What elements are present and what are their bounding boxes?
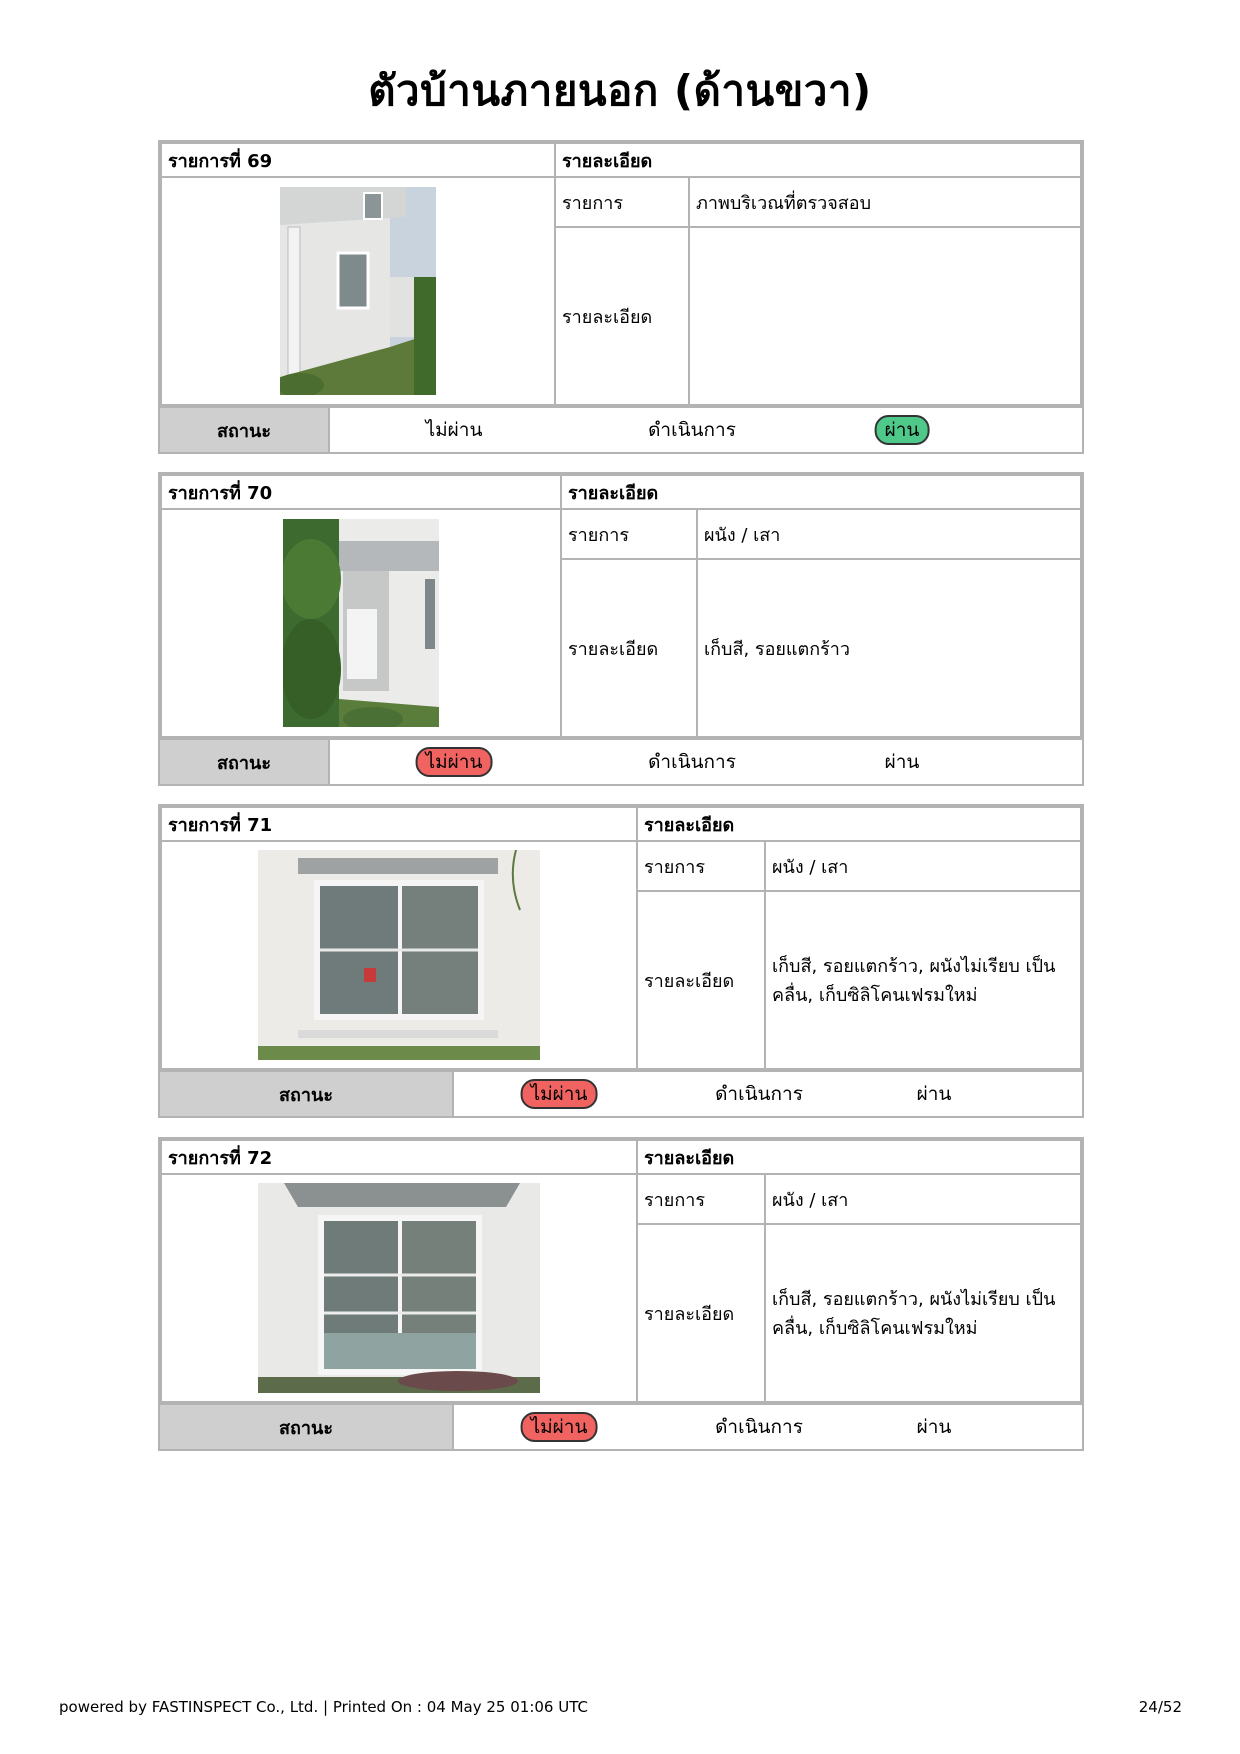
item-value: ผนัง / เสา: [765, 841, 1081, 891]
item-number: รายการที่ 72: [161, 1140, 637, 1174]
detail-header: รายละเอียด: [637, 807, 1081, 841]
detail-header: รายละเอียด: [561, 475, 1081, 509]
footer-credits: powered by FASTINSPECT Co., Ltd. | Printed On : 04 May 25 01:06 UTC: [59, 1698, 588, 1716]
detail-value: เก็บสี, รอยแตกร้าว, ผนังไม่เรียบ เป็นคลื่น, เก็บซิลิโคนเฟรมใหม่: [765, 891, 1081, 1069]
status-option-fail[interactable]: ไม่ผ่าน: [425, 419, 483, 441]
status-label: สถานะ: [160, 740, 330, 784]
item-value: ผนัง / เสา: [765, 1174, 1081, 1224]
inspection-item-71: [158, 804, 1084, 1118]
status-option-in-progress[interactable]: ดำเนินการ: [715, 1416, 803, 1438]
item-label: รายการ: [555, 177, 689, 227]
photo-cell: [161, 509, 561, 737]
status-option-pass[interactable]: ผ่าน: [916, 1083, 952, 1105]
page-title: ตัวบ้านภายนอก (ด้านขวา): [368, 66, 872, 115]
status-options: [454, 1072, 1082, 1116]
status-options: [454, 1405, 1082, 1449]
status-label: สถานะ: [160, 1072, 454, 1116]
inspection-photo[interactable]: [283, 519, 439, 727]
inspection-item-69: [158, 140, 1084, 454]
status-options: [330, 740, 1082, 784]
status-row: [160, 406, 1082, 452]
page-number: 24/52: [1138, 1698, 1182, 1716]
inspection-photo[interactable]: [258, 850, 540, 1060]
status-row: [160, 738, 1082, 784]
detail-label: รายละเอียด: [637, 891, 765, 1069]
status-options: [330, 408, 1082, 452]
status-option-in-progress[interactable]: ดำเนินการ: [715, 1083, 803, 1105]
detail-value: [689, 227, 1081, 405]
status-row: [160, 1403, 1082, 1449]
status-option-fail[interactable]: ไม่ผ่าน: [521, 1412, 598, 1442]
detail-label: รายละเอียด: [637, 1224, 765, 1402]
status-row: [160, 1070, 1082, 1116]
detail-label: รายละเอียด: [555, 227, 689, 405]
inspection-item-72: [158, 1137, 1084, 1451]
detail-value: เก็บสี, รอยแตกร้าว: [697, 559, 1081, 737]
status-option-fail[interactable]: ไม่ผ่าน: [416, 747, 493, 777]
photo-cell: [161, 1174, 637, 1402]
status-option-pass[interactable]: ผ่าน: [916, 1416, 952, 1438]
status-label: สถานะ: [160, 408, 330, 452]
photo-cell: [161, 841, 637, 1069]
status-option-in-progress[interactable]: ดำเนินการ: [648, 751, 736, 773]
detail-header: รายละเอียด: [555, 143, 1081, 177]
item-label: รายการ: [637, 1174, 765, 1224]
status-label: สถานะ: [160, 1405, 454, 1449]
photo-cell: [161, 177, 555, 405]
item-value: ผนัง / เสา: [697, 509, 1081, 559]
detail-label: รายละเอียด: [561, 559, 697, 737]
item-number: รายการที่ 69: [161, 143, 555, 177]
status-option-pass[interactable]: ผ่าน: [875, 415, 930, 445]
item-value: ภาพบริเวณที่ตรวจสอบ: [689, 177, 1081, 227]
item-label: รายการ: [561, 509, 697, 559]
inspection-photo[interactable]: [280, 187, 436, 395]
item-number: รายการที่ 71: [161, 807, 637, 841]
inspection-item-70: [158, 472, 1084, 786]
item-label: รายการ: [637, 841, 765, 891]
status-option-in-progress[interactable]: ดำเนินการ: [648, 419, 736, 441]
status-option-fail[interactable]: ไม่ผ่าน: [521, 1079, 598, 1109]
detail-value: เก็บสี, รอยแตกร้าว, ผนังไม่เรียบ เป็นคลื่น, เก็บซิลิโคนเฟรมใหม่: [765, 1224, 1081, 1402]
status-option-pass[interactable]: ผ่าน: [884, 751, 920, 773]
item-number: รายการที่ 70: [161, 475, 561, 509]
detail-header: รายละเอียด: [637, 1140, 1081, 1174]
inspection-photo[interactable]: [258, 1183, 540, 1393]
